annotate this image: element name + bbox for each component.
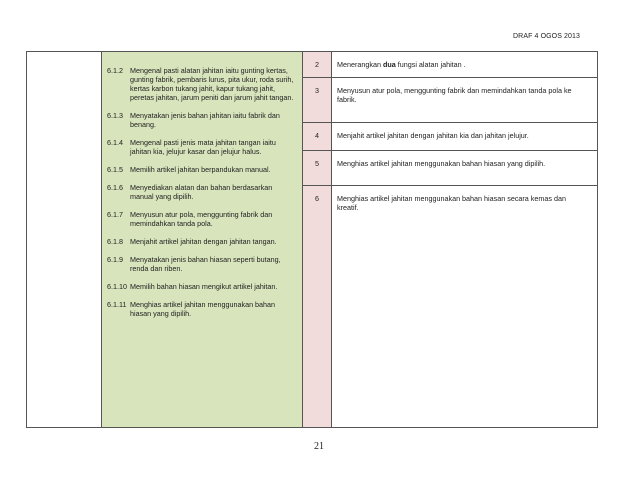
level-number-cell xyxy=(303,151,332,186)
standard-item xyxy=(107,255,296,273)
level-descriptor: Menyusun atur pola, menggunting fabrik dan memindahkan tanda pola ke fabrik. xyxy=(337,86,572,104)
standard-text: Menyatakan jenis bahan jahitan iaitu fabrik dan benang. xyxy=(130,111,280,129)
standard-item xyxy=(107,66,296,102)
level-number-cell xyxy=(303,186,332,428)
standard-item xyxy=(107,138,296,156)
level-descriptor-cell xyxy=(332,78,598,123)
standard-code: 6.1.10 xyxy=(107,282,127,291)
level-number: 6 xyxy=(315,194,319,203)
standard-text: Memilih bahan hiasan mengikut artikel jahitan. xyxy=(130,282,278,291)
level-descriptor-cell xyxy=(332,151,598,186)
level-number: 4 xyxy=(315,131,319,140)
empty-column-cell xyxy=(27,52,102,428)
standard-text: Menghias artikel jahitan menggunakan bahan hiasan yang dipilih. xyxy=(130,300,276,318)
level-descriptor: Menerangkan dua fungsi alatan jahitan . xyxy=(337,60,466,69)
level-descriptor-cell xyxy=(332,186,598,428)
curriculum-table xyxy=(26,51,598,428)
level-number-cell xyxy=(303,78,332,123)
level-number: 5 xyxy=(315,159,319,168)
draft-label: DRAF 4 OGOS 2013 xyxy=(513,33,580,40)
standard-code: 6.1.2 xyxy=(107,66,123,75)
standard-code: 6.1.3 xyxy=(107,111,123,120)
level-descriptor: Menghias artikel jahitan menggunakan bahan hiasan secara kemas dan kreatif. xyxy=(337,194,566,212)
standard-code: 6.1.7 xyxy=(107,210,123,219)
level-number: 3 xyxy=(315,86,319,95)
standard-code: 6.1.6 xyxy=(107,183,123,192)
standard-text: Menyusun atur pola, menggunting fabrik dan memindahkan tanda pola. xyxy=(130,210,273,228)
level-descriptor-cell xyxy=(332,123,598,151)
standard-text: Menyediakan alatan dan bahan berdasarkan manual yang dipilih. xyxy=(130,183,273,201)
standard-item xyxy=(107,237,296,246)
standard-item xyxy=(107,111,296,129)
page-number: 21 xyxy=(314,441,324,452)
level-descriptor: Menjahit artikel jahitan dengan jahitan kia dan jahitan jelujur. xyxy=(337,131,529,140)
standard-item xyxy=(107,210,296,228)
standard-code: 6.1.5 xyxy=(107,165,123,174)
standard-code: 6.1.11 xyxy=(107,300,127,309)
standard-text: Memilih artikel jahitan berpandukan manual. xyxy=(130,165,271,174)
standard-code: 6.1.8 xyxy=(107,237,123,246)
standard-code: 6.1.4 xyxy=(107,138,123,147)
level-descriptor: Menghias artikel jahitan menggunakan bahan hiasan yang dipilih. xyxy=(337,159,546,168)
standard-item xyxy=(107,300,296,318)
standard-item xyxy=(107,282,296,291)
standard-code: 6.1.9 xyxy=(107,255,123,264)
standard-item xyxy=(107,183,296,201)
learning-standards-cell xyxy=(102,52,303,428)
standard-text: Mengenal pasti alatan jahitan iaitu gunting kertas, gunting fabrik, pembaris lurus, pita ukur, roda surih, kertas karbon tukang jahit, kapur tukang jahit, peretas jahitan, jarum peniti dan jarum jahit tangan. xyxy=(130,66,294,102)
level-number: 2 xyxy=(315,60,319,69)
learning-standards-list xyxy=(102,52,302,318)
standard-item xyxy=(107,165,296,174)
standard-text: Menyatakan jenis bahan hiasan seperti butang, renda dan riben. xyxy=(130,255,281,273)
level-number-cell xyxy=(303,52,332,78)
standard-text: Menjahit artikel jahitan dengan jahitan tangan. xyxy=(130,237,277,246)
level-descriptor-cell xyxy=(332,52,598,78)
level-number-cell xyxy=(303,123,332,151)
standard-text: Mengenal pasti jenis mata jahitan tangan iaitu jahitan kia, jelujur kasar dan jelujur halus. xyxy=(130,138,276,156)
